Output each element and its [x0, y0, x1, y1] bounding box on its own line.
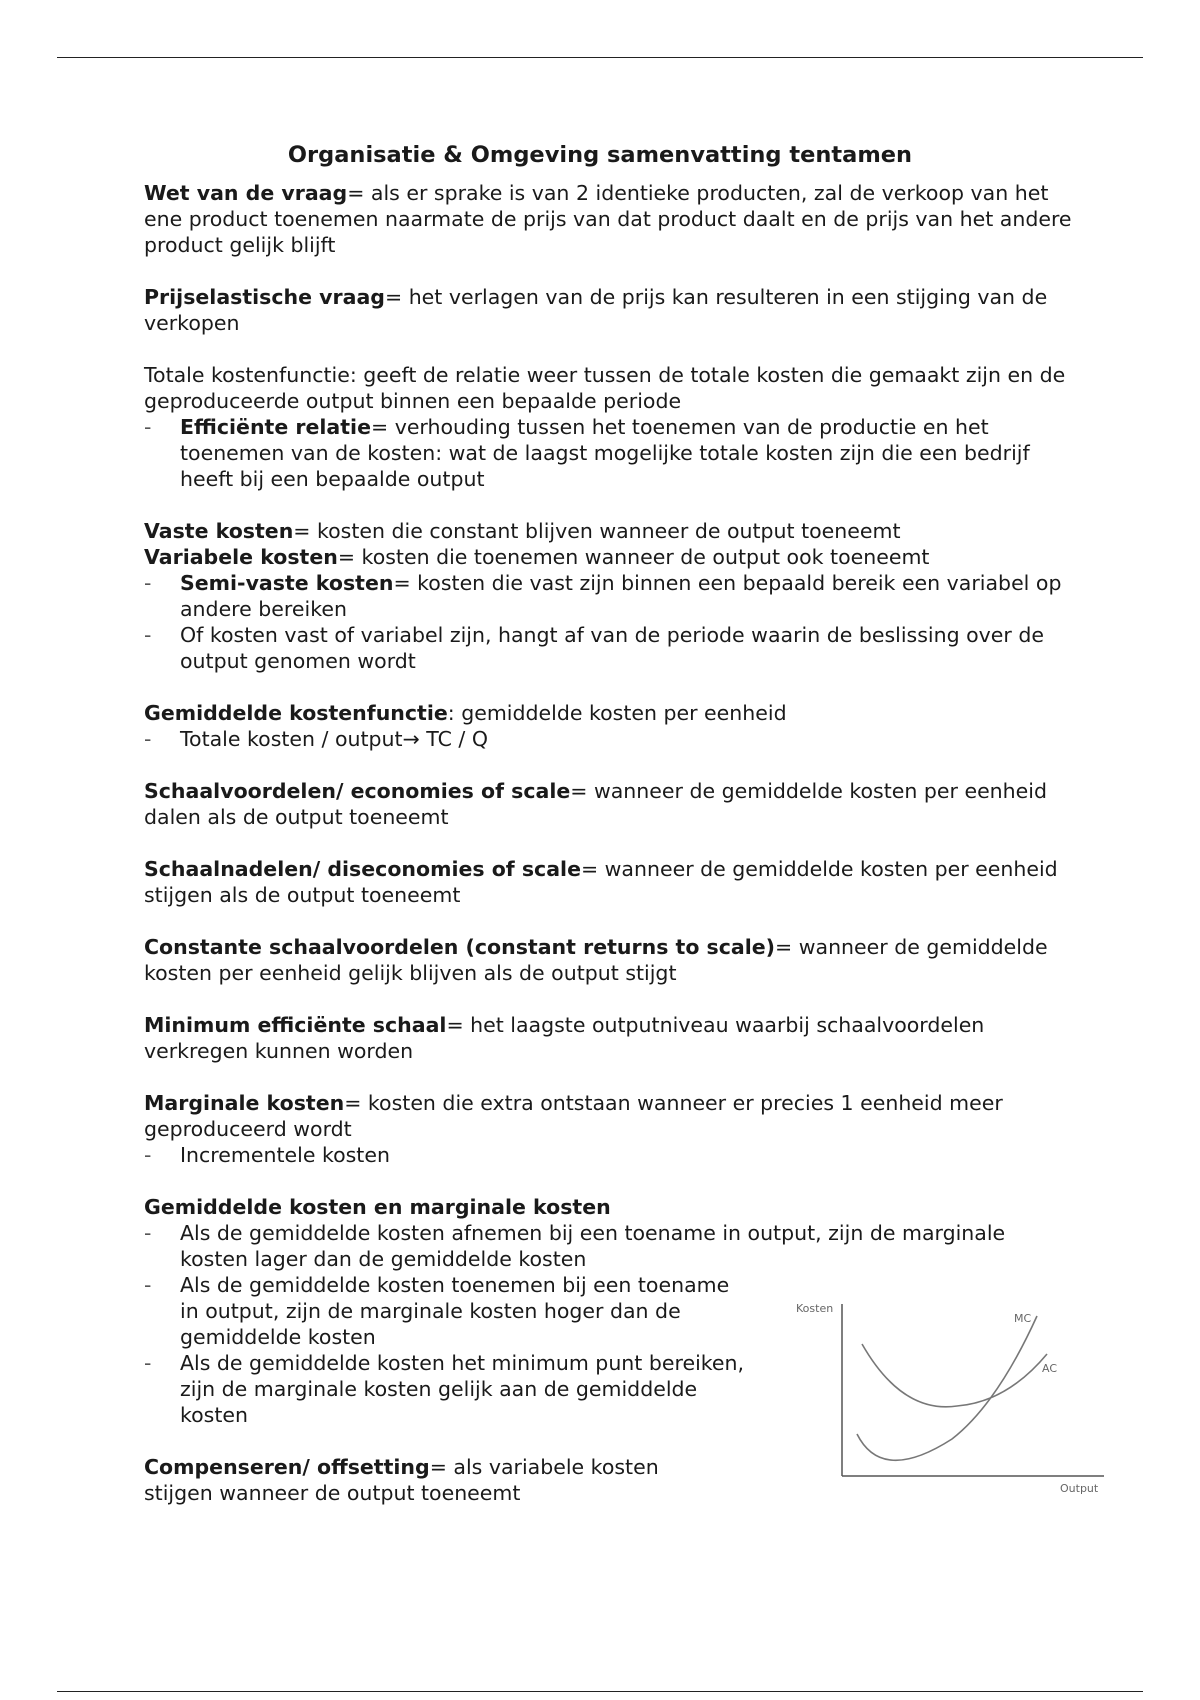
definition: = het verlagen van de prijs kan resulteren in een stijging van de verkopen — [144, 285, 1048, 335]
definition: = kosten die vast zijn binnen een bepaald bereik een variabel op andere bereiken — [180, 571, 1062, 621]
definition: : gemiddelde kosten per eenheid — [447, 701, 787, 725]
definition: = wanneer de gemiddelde kosten per eenheid stijgen als de output toeneemt — [144, 857, 1058, 907]
page-title: Organisatie & Omgeving samenvatting tentamen — [287, 142, 913, 168]
term: Vaste kosten — [144, 519, 294, 543]
definition: = als er sprake is van 2 identieke producten, zal de verkoop van het ene product toenemen naarmate de prijs van dat product daalt en de prijs van het andere product gelijk blijft — [144, 181, 1072, 257]
constante-schaalvoordelen — [144, 934, 1074, 986]
mc-label: MC — [1014, 1312, 1032, 1325]
term: Marginale kosten — [144, 1091, 345, 1115]
term: Compenseren/ offsetting — [144, 1455, 430, 1479]
list-item: - Als de gemiddelde kosten het minimum punt bereiken, zijn de marginale kosten gelijk aan de gemiddelde kosten — [144, 1350, 750, 1428]
gemiddelde-kostenfunctie — [144, 700, 1074, 726]
marginale-kosten-list — [144, 1142, 1074, 1168]
gemiddelde-kostenfunctie-list — [144, 726, 1074, 752]
term: Variabele kosten — [144, 545, 338, 569]
definition: = kosten die toenemen wanneer de output ook toeneemt — [337, 545, 930, 569]
compenseren — [144, 1454, 714, 1506]
y-axis-label: Kosten — [796, 1302, 834, 1315]
term: Gemiddelde kostenfunctie — [144, 701, 448, 725]
heading: Gemiddelde kosten en marginale kosten — [144, 1195, 611, 1219]
schaalvoordelen — [144, 778, 1074, 830]
marginale-kosten — [144, 1090, 1074, 1142]
ac-label: AC — [1042, 1362, 1058, 1375]
term: Schaalnadelen/ diseconomies of scale — [144, 857, 581, 881]
definition: = kosten die extra ontstaan wanneer er precies 1 eenheid meer geproduceerd wordt — [144, 1091, 1003, 1141]
term: Efficiënte relatie — [180, 415, 371, 439]
gem-marg-heading — [144, 1194, 1074, 1220]
definition: = wanneer de gemiddelde kosten per eenheid gelijk blijven als de output stijgt — [144, 935, 1048, 985]
variabele-kosten-list — [144, 570, 1074, 674]
x-axis-label: Output — [1060, 1482, 1099, 1494]
list-item — [144, 414, 1074, 492]
list-item: - Of kosten vast of variabel zijn, hangt af van de periode waarin de beslissing over de output genomen wordt — [144, 622, 1074, 674]
vaste-kosten — [144, 518, 1074, 544]
list-item: - Als de gemiddelde kosten afnemen bij een toename in output, zijn de marginale kosten lager dan de gemiddelde kosten — [144, 1220, 1074, 1272]
definition: = als variabele kosten stijgen wanneer de output toeneemt — [144, 1455, 659, 1505]
term: Schaalvoordelen/ economies of scale — [144, 779, 571, 803]
wet-van-de-vraag — [144, 180, 1074, 258]
definition: = wanneer de gemiddelde kosten per eenheid dalen als de output toeneemt — [144, 779, 1047, 829]
list-item: - Totale kosten / output→ TC / Q — [144, 726, 1074, 752]
list-item: - Als de gemiddelde kosten toenemen bij een toename in output, zijn de marginale kosten hoger dan de gemiddelde kosten — [144, 1272, 750, 1350]
cost-curves-chart — [792, 1294, 1107, 1494]
totale-kostenfunctie: Totale kostenfunctie: geeft de relatie weer tussen de totale kosten die gemaakt zijn en de geproduceerde output binnen een bepaalde periode — [144, 363, 1066, 413]
definition: = kosten die constant blijven wanneer de output toeneemt — [293, 519, 901, 543]
bottom-rule — [57, 1691, 1143, 1692]
term: Wet van de vraag — [144, 181, 348, 205]
list-item — [144, 570, 1074, 622]
term: Minimum efficiënte schaal — [144, 1013, 447, 1037]
top-rule — [57, 57, 1143, 58]
variabele-kosten — [144, 544, 1074, 570]
term: Semi-vaste kosten — [180, 571, 394, 595]
minimum-efficiente-schaal — [144, 1012, 1074, 1064]
list-item: - Incrementele kosten — [144, 1142, 1074, 1168]
definition: = het laagste outputniveau waarbij schaalvoordelen verkregen kunnen worden — [144, 1013, 985, 1063]
totale-kostenfunctie-list — [144, 414, 1074, 492]
term: Prijselastische vraag — [144, 285, 385, 309]
term: Constante schaalvoordelen (constant returns to scale) — [144, 935, 776, 959]
definition: = verhouding tussen het toenemen van de productie en het toenemen van de kosten: wat de laagst mogelijke totale kosten zijn die een bedrijf heeft bij een bepaalde output — [180, 415, 1030, 491]
schaalnadelen — [144, 856, 1074, 908]
prijselastische-vraag — [144, 284, 1074, 336]
